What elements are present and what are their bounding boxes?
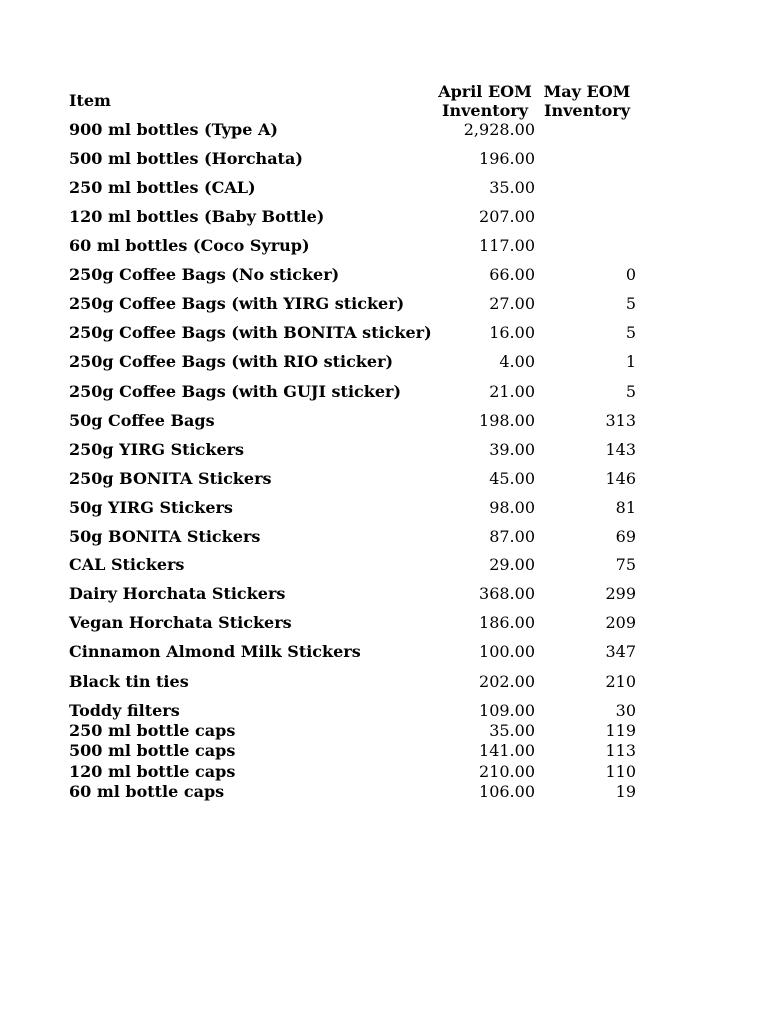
item-name: 900 ml bottles (Type A) bbox=[69, 120, 278, 139]
may-value: 0 bbox=[625, 265, 636, 284]
may-value: 75 bbox=[615, 555, 636, 574]
may-value: 5 bbox=[625, 382, 636, 401]
april-value: 202.00 bbox=[479, 672, 535, 691]
april-value: 109.00 bbox=[479, 701, 535, 720]
april-value: 29.00 bbox=[489, 555, 535, 574]
table-row bbox=[0, 207, 768, 227]
april-value: 2,928.00 bbox=[463, 120, 535, 139]
item-name: 120 ml bottles (Baby Bottle) bbox=[69, 207, 325, 226]
may-value: 299 bbox=[605, 584, 636, 603]
item-name: 500 ml bottle caps bbox=[69, 741, 236, 760]
april-value: 21.00 bbox=[489, 382, 535, 401]
item-name: 250 ml bottle caps bbox=[69, 721, 236, 740]
table-row bbox=[0, 352, 768, 372]
april-value: 117.00 bbox=[479, 236, 535, 255]
table-row bbox=[0, 762, 768, 782]
table-row bbox=[0, 294, 768, 314]
april-value: 35.00 bbox=[489, 178, 535, 197]
table-row bbox=[0, 440, 768, 460]
table-row bbox=[0, 721, 768, 741]
table-row bbox=[0, 323, 768, 343]
item-name: 250g YIRG Stickers bbox=[69, 440, 245, 459]
item-name: Dairy Horchata Stickers bbox=[69, 584, 286, 603]
april-value: 45.00 bbox=[489, 469, 535, 488]
item-name: 250g Coffee Bags (No sticker) bbox=[69, 265, 340, 284]
table-row bbox=[0, 469, 768, 489]
table-row bbox=[0, 642, 768, 662]
table-header bbox=[0, 82, 768, 122]
april-value: 100.00 bbox=[479, 642, 535, 661]
may-value: 119 bbox=[605, 721, 636, 740]
item-name: 250g Coffee Bags (with YIRG sticker) bbox=[69, 294, 405, 313]
item-name: Cinnamon Almond Milk Stickers bbox=[69, 642, 361, 661]
may-value: 1 bbox=[625, 352, 636, 371]
may-value: 5 bbox=[625, 294, 636, 313]
april-value: 16.00 bbox=[489, 323, 535, 342]
april-value: 66.00 bbox=[489, 265, 535, 284]
may-value: 30 bbox=[615, 701, 636, 720]
header-may-line1: May EOM bbox=[543, 82, 631, 101]
april-value: 35.00 bbox=[489, 721, 535, 740]
header-april-line1: April EOM bbox=[438, 82, 532, 101]
table-row bbox=[0, 149, 768, 169]
may-value: 347 bbox=[605, 642, 636, 661]
april-value: 141.00 bbox=[479, 741, 535, 760]
april-value: 4.00 bbox=[499, 352, 535, 371]
item-name: 50g BONITA Stickers bbox=[69, 527, 261, 546]
item-name: 50g YIRG Stickers bbox=[69, 498, 233, 517]
item-name: 50g Coffee Bags bbox=[69, 411, 215, 430]
item-name: 250 ml bottles (CAL) bbox=[69, 178, 256, 197]
table-row bbox=[0, 613, 768, 633]
may-value: 146 bbox=[605, 469, 636, 488]
table-row bbox=[0, 527, 768, 547]
may-value: 209 bbox=[605, 613, 636, 632]
may-value: 5 bbox=[625, 323, 636, 342]
april-value: 186.00 bbox=[479, 613, 535, 632]
april-value: 207.00 bbox=[479, 207, 535, 226]
header-may-eom-inventory bbox=[537, 82, 637, 120]
april-value: 98.00 bbox=[489, 498, 535, 517]
item-name: 250g BONITA Stickers bbox=[69, 469, 272, 488]
item-name: 60 ml bottles (Coco Syrup) bbox=[69, 236, 310, 255]
item-name: 120 ml bottle caps bbox=[69, 762, 236, 781]
table-row bbox=[0, 555, 768, 575]
table-row bbox=[0, 584, 768, 604]
item-name: 250g Coffee Bags (with RIO sticker) bbox=[69, 352, 394, 371]
table-row bbox=[0, 782, 768, 802]
may-value: 81 bbox=[615, 498, 636, 517]
table-row bbox=[0, 498, 768, 518]
april-value: 368.00 bbox=[479, 584, 535, 603]
table-row bbox=[0, 382, 768, 402]
header-item: Item bbox=[69, 91, 111, 110]
item-name: 250g Coffee Bags (with BONITA sticker) bbox=[69, 323, 432, 342]
item-name: Black tin ties bbox=[69, 672, 189, 691]
april-value: 196.00 bbox=[479, 149, 535, 168]
item-name: CAL Stickers bbox=[69, 555, 185, 574]
may-value: 113 bbox=[605, 741, 636, 760]
may-value: 313 bbox=[605, 411, 636, 430]
table-row bbox=[0, 672, 768, 692]
table-row bbox=[0, 411, 768, 431]
header-april-line2: Inventory bbox=[441, 101, 528, 120]
table-row bbox=[0, 265, 768, 285]
april-value: 27.00 bbox=[489, 294, 535, 313]
may-value: 210 bbox=[605, 672, 636, 691]
item-name: 500 ml bottles (Horchata) bbox=[69, 149, 303, 168]
item-name: Vegan Horchata Stickers bbox=[69, 613, 292, 632]
header-may-line2: Inventory bbox=[543, 101, 630, 120]
may-value: 19 bbox=[615, 782, 636, 801]
header-april-eom-inventory bbox=[435, 82, 535, 120]
table-row bbox=[0, 236, 768, 256]
may-value: 69 bbox=[615, 527, 636, 546]
april-value: 106.00 bbox=[479, 782, 535, 801]
april-value: 87.00 bbox=[489, 527, 535, 546]
may-value: 143 bbox=[605, 440, 636, 459]
april-value: 210.00 bbox=[479, 762, 535, 781]
item-name: Toddy filters bbox=[69, 701, 180, 720]
table-row bbox=[0, 120, 768, 140]
item-name: 60 ml bottle caps bbox=[69, 782, 225, 801]
table-row bbox=[0, 701, 768, 721]
table-row bbox=[0, 741, 768, 761]
item-name: 250g Coffee Bags (with GUJI sticker) bbox=[69, 382, 402, 401]
table-row bbox=[0, 178, 768, 198]
april-value: 198.00 bbox=[479, 411, 535, 430]
april-value: 39.00 bbox=[489, 440, 535, 459]
may-value: 110 bbox=[605, 762, 636, 781]
